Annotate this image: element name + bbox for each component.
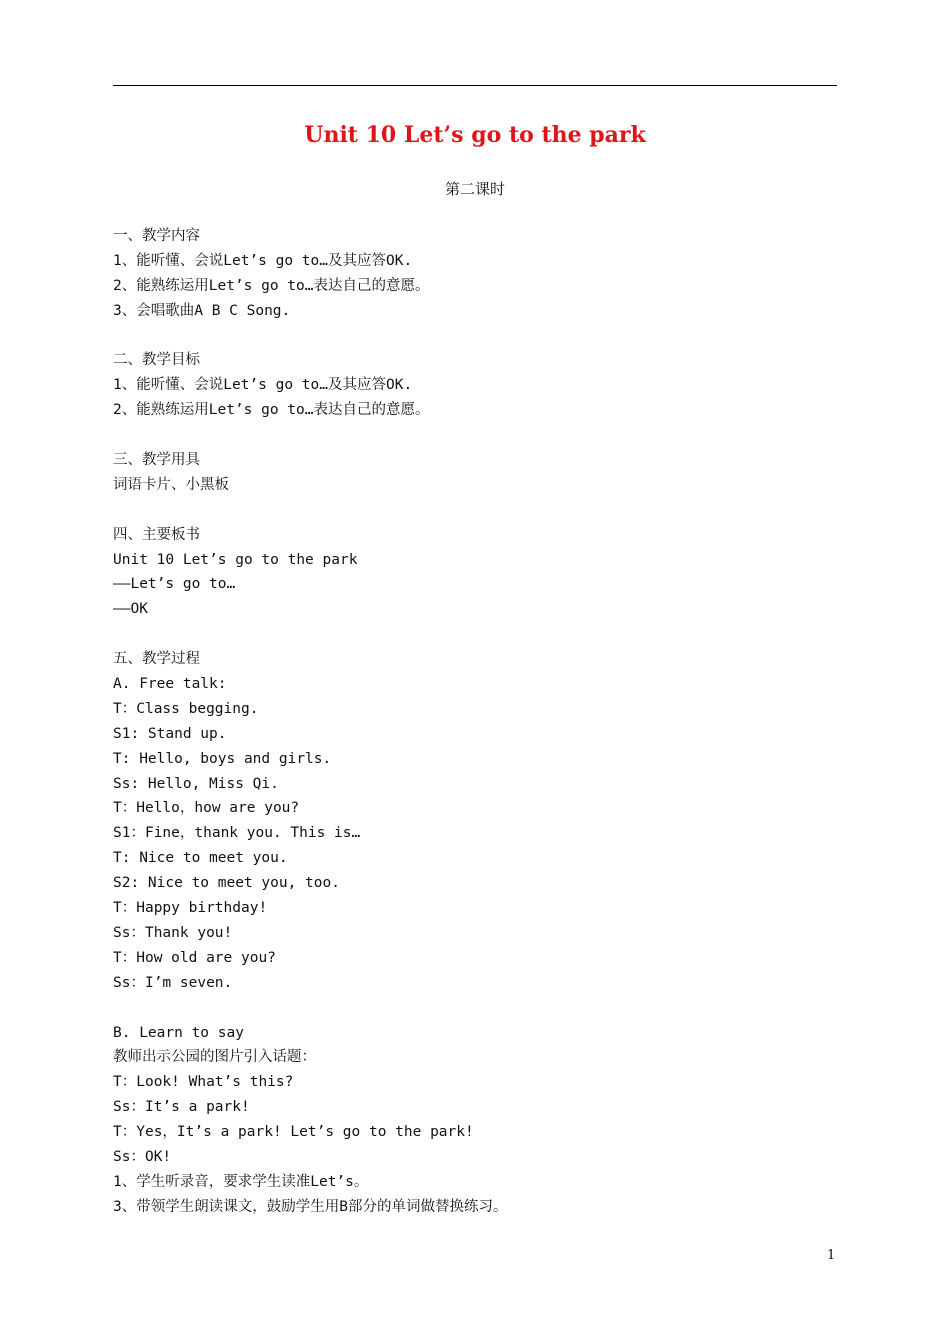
document-title: Unit 10 Let’s go to the park (304, 122, 646, 148)
section-blackboard (113, 523, 837, 623)
dialogue-line: T: Hello, boys and girls. (113, 750, 332, 767)
dialogue-line: T：Hello，how are you? (113, 800, 300, 817)
section-heading: 二、教学目标 (113, 352, 200, 369)
dialogue-line: 教师出示公园的图片引入话题： (113, 1049, 316, 1066)
document-body (113, 224, 837, 1220)
section-heading: 四、主要板书 (113, 526, 200, 543)
dialogue-line: S1：Fine，thank you. This is… (113, 825, 361, 842)
tool-line: 词语卡片、小黑板 (113, 476, 229, 493)
dialogue-line: B. Learn to say (113, 1024, 244, 1041)
section-heading: 三、教学用具 (113, 452, 200, 469)
dialogue-line: Ss：Thank you! (113, 924, 233, 941)
dialogue-line: T：Look! What’s this? (113, 1074, 294, 1091)
dialogue-line: Ss：It’s a park! (113, 1099, 250, 1116)
lesson-period: 第二课时 (444, 180, 505, 198)
dialogue-line: 3、带领学生朗读课文，鼓励学生用B部分的单词做替换练习。 (113, 1198, 508, 1215)
section-teaching-process (113, 647, 837, 1219)
goal-line: 1、能听懂、会说Let’s go to…及其应答OK. (113, 377, 413, 394)
dialogue-line: T：How old are you? (113, 949, 276, 966)
dialogue-line: Ss：I’m seven. (113, 974, 233, 991)
dialogue-line: Ss: Hello, Miss Qi. (113, 775, 279, 792)
dialogue-line: T：Class begging. (113, 700, 259, 717)
header-rule (113, 85, 837, 86)
dialogue-line: 1、学生听录音，要求学生读准Let’s。 (113, 1173, 369, 1190)
dialogue-line: S1: Stand up. (113, 725, 227, 742)
content-line: 1、能听懂、会说Let’s go to…及其应答OK. (113, 252, 413, 269)
section-teaching-tools (113, 448, 837, 498)
dialogue-line: A. Free talk: (113, 676, 227, 693)
board-line: Unit 10 Let’s go to the park (113, 551, 358, 568)
section-teaching-goals (113, 348, 837, 423)
section-heading: 一、教学内容 (113, 228, 200, 244)
goal-line: 2、能熟练运用Let’s go to…表达自己的意愿。 (113, 402, 430, 419)
dialogue-line: Ss：OK! (113, 1148, 172, 1165)
dialogue-line: S2: Nice to meet you, too. (113, 875, 340, 892)
board-line: ——OK (113, 601, 148, 618)
page-number: 1 (827, 1248, 836, 1263)
dialogue-line: T：Yes，It’s a park! Let’s go to the park! (113, 1124, 474, 1141)
dialogue-line: T: Nice to meet you. (113, 850, 288, 867)
content-line: 2、能熟练运用Let’s go to…表达自己的意愿。 (113, 277, 430, 294)
board-line: ——Let’s go to… (113, 576, 236, 593)
dialogue-line: T：Happy birthday! (113, 900, 268, 917)
section-heading: 五、教学过程 (113, 651, 200, 668)
section-teaching-content (113, 224, 837, 324)
content-line: 3、会唱歌曲A B C Song. (113, 302, 291, 319)
